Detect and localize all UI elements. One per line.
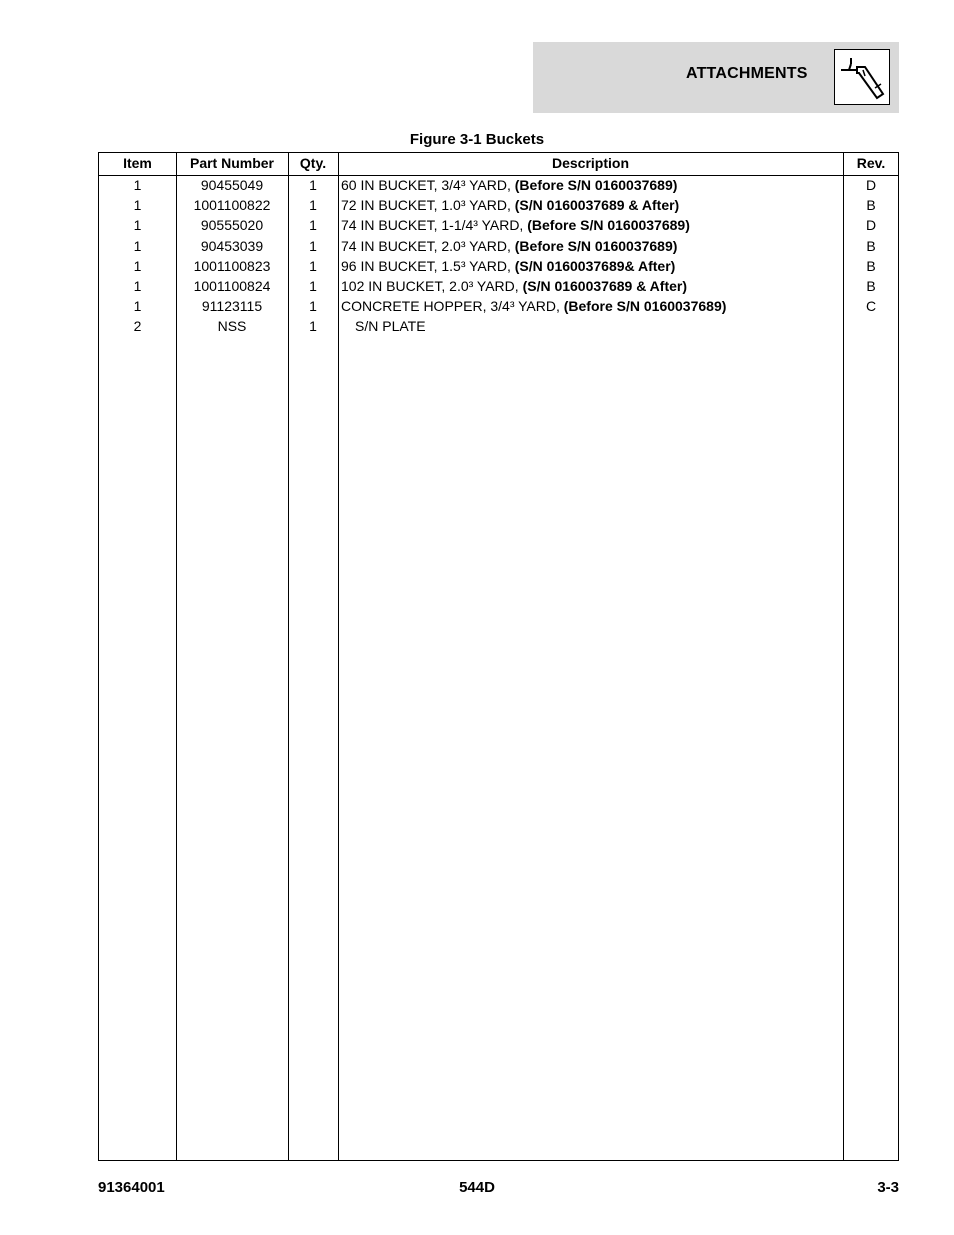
column-header-description: Description (551, 155, 629, 171)
table-row (99, 238, 898, 258)
qty-cell: 1 (309, 217, 317, 234)
item-cell: 1 (133, 277, 142, 294)
item-cell: 1 (133, 177, 142, 193)
item-cell: 2 (133, 318, 142, 335)
column-header-qty: Qty. (299, 155, 327, 171)
rev-cell: B (866, 257, 876, 274)
description-text: 74 IN BUCKET, 2.0³ YARD, (341, 237, 515, 254)
part-number-cell: 1001100823 (193, 257, 271, 274)
description-cell (341, 238, 841, 255)
description-cell (341, 318, 855, 335)
header-divider (99, 175, 898, 176)
item-cell: 1 (133, 217, 142, 234)
serial-range-text: (S/N 0160037689 & After) (522, 277, 688, 294)
table-row (99, 197, 898, 217)
column-header-item: Item (123, 155, 152, 171)
description-cell (341, 217, 841, 234)
parts-table (98, 152, 899, 1161)
page-number: 3-3 (877, 1179, 899, 1196)
table-row (99, 217, 898, 237)
column-header-part-number: Part Number (189, 155, 275, 171)
qty-cell: 1 (309, 318, 317, 335)
column-header-rev: Rev. (856, 155, 886, 171)
description-text: 74 IN BUCKET, 1-1/4³ YARD, (341, 217, 528, 234)
part-number-cell: 90555020 (200, 217, 264, 234)
table-body (99, 177, 898, 339)
description-text: CONCRETE HOPPER, 3/4³ YARD, (341, 298, 564, 315)
description-text: S/N PLATE (355, 318, 426, 335)
hose-fitting-icon (834, 49, 890, 105)
table-row (99, 177, 898, 197)
qty-cell: 1 (309, 277, 317, 294)
qty-cell: 1 (309, 298, 317, 315)
description-text: 72 IN BUCKET, 1.0³ YARD, (341, 197, 515, 214)
table-row (99, 298, 898, 318)
description-cell (341, 177, 841, 194)
serial-range-text: (S/N 0160037689 & After) (514, 197, 680, 214)
serial-range-text: (Before S/N 0160037689) (514, 237, 678, 254)
qty-cell: 1 (309, 197, 317, 214)
part-number-cell: 91123115 (201, 298, 263, 315)
description-cell (341, 258, 841, 275)
qty-cell: 1 (309, 237, 317, 254)
qty-cell: 1 (309, 257, 317, 274)
qty-cell: 1 (309, 177, 317, 193)
rev-cell: C (865, 298, 877, 315)
rev-cell: B (866, 197, 876, 214)
table-row (99, 258, 898, 278)
part-number-cell: 90455049 (200, 177, 264, 193)
description-cell (341, 298, 841, 315)
description-cell (341, 278, 841, 295)
model-number: 544D (459, 1179, 495, 1196)
part-number-cell: 90453039 (200, 237, 264, 254)
item-cell: 1 (133, 197, 142, 214)
part-number-cell: 1001100824 (193, 277, 271, 294)
rev-cell: D (865, 177, 877, 193)
description-text: 102 IN BUCKET, 2.0³ YARD, (341, 277, 523, 294)
rev-cell: B (866, 277, 876, 294)
table-row (99, 278, 898, 298)
part-number-cell: NSS (217, 318, 247, 335)
figure-title: Figure 3-1 Buckets (409, 131, 545, 148)
section-title: ATTACHMENTS (686, 65, 808, 82)
description-text: 60 IN BUCKET, 3/4³ YARD, (341, 177, 515, 193)
description-text: 96 IN BUCKET, 1.5³ YARD, (341, 257, 515, 274)
serial-range-text: (Before S/N 0160037689) (563, 298, 727, 315)
rev-cell: B (866, 237, 876, 254)
item-cell: 1 (133, 257, 142, 274)
item-cell: 1 (133, 237, 142, 254)
serial-range-text: (Before S/N 0160037689) (514, 177, 678, 193)
serial-range-text: (S/N 0160037689& After) (514, 257, 676, 274)
part-number-cell: 1001100822 (193, 197, 271, 214)
item-cell: 1 (133, 298, 142, 315)
table-row (99, 318, 898, 338)
rev-cell: D (865, 217, 877, 234)
serial-range-text: (Before S/N 0160037689) (527, 217, 690, 234)
description-cell (341, 197, 841, 214)
document-number: 91364001 (98, 1179, 165, 1196)
